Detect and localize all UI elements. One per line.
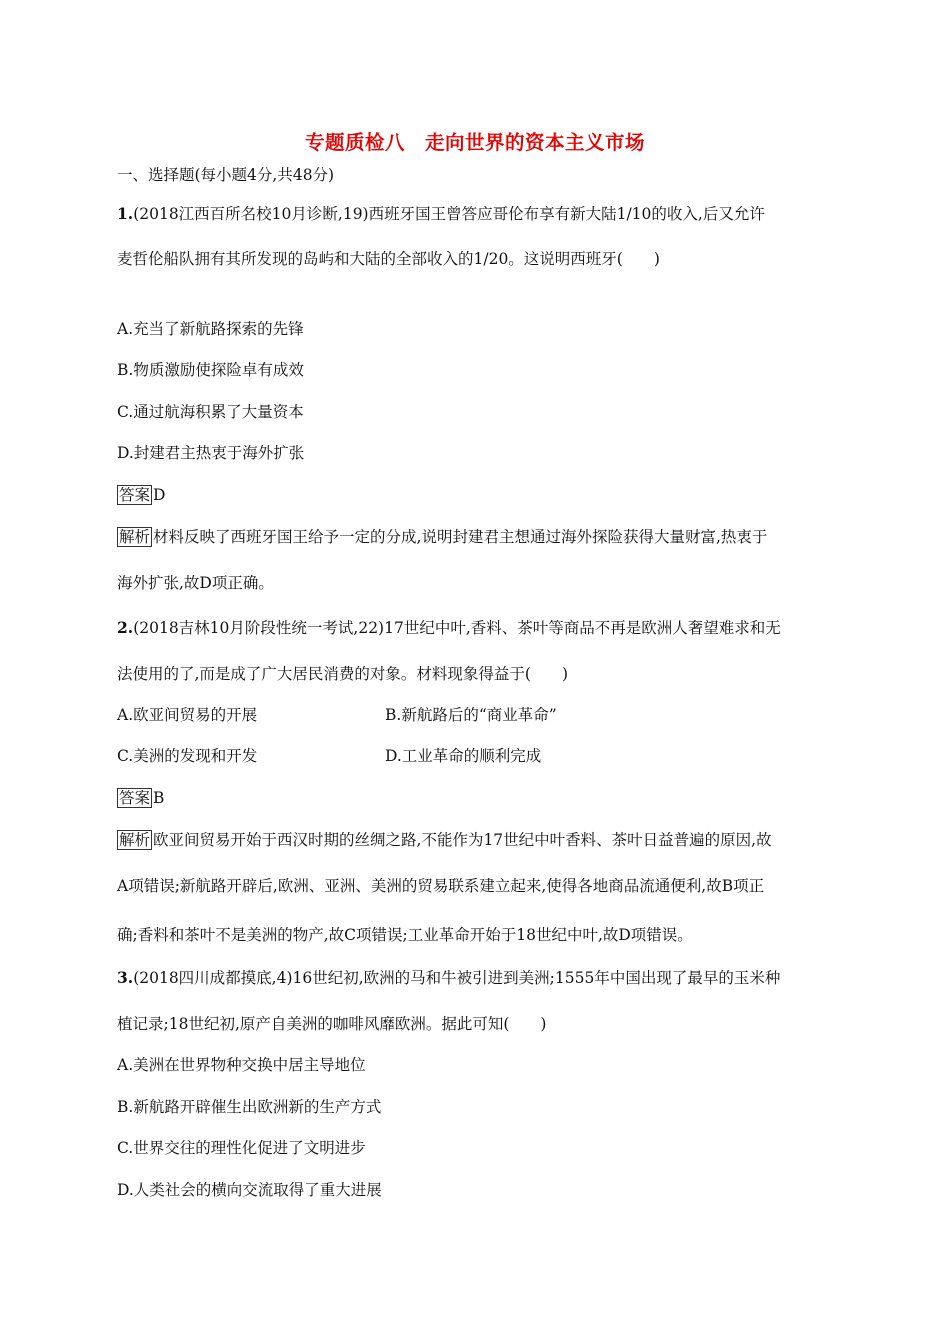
question-1-option-c: C.通过航海积累了大量资本 bbox=[117, 403, 304, 421]
question-3-option-d: D.人类社会的横向交流取得了重大进展 bbox=[117, 1181, 382, 1199]
question-3-stem-line-2: 植记录;18世纪初,原产自美洲的咖啡风靡欧洲。据此可知( ) bbox=[117, 1015, 547, 1033]
question-2-answer bbox=[117, 787, 164, 809]
analysis-tag: 解析 bbox=[119, 831, 151, 849]
question-3-option-c: C.世界交往的理性化促进了文明进步 bbox=[117, 1139, 366, 1157]
question-3-option-a: A.美洲在世界物种交换中居主导地位 bbox=[117, 1056, 366, 1074]
answer-tag: 答案 bbox=[119, 789, 151, 807]
question-2-options-row-1 bbox=[117, 704, 257, 726]
analysis-text: 欧亚间贸易开始于西汉时期的丝绸之路,不能作为17世纪中叶香料、茶叶日益普遍的原因,故 bbox=[153, 831, 772, 849]
question-number: 3. bbox=[117, 968, 134, 987]
question-text: (2018四川成都摸底,4)16世纪初,欧洲的马和牛被引进到美洲;1555年中国出现了最早的玉米种 bbox=[133, 969, 781, 987]
question-1-analysis-line-2: 海外扩张,故D项正确。 bbox=[117, 574, 274, 592]
question-text: (2018吉林10月阶段性统一考试,22)17世纪中叶,香料、茶叶等商品不再是欧洲人奢望难求和无 bbox=[133, 619, 781, 637]
question-1-answer bbox=[117, 484, 165, 506]
question-1-analysis-line-1 bbox=[117, 526, 767, 548]
question-2-stem-line-1 bbox=[117, 617, 781, 639]
question-1-option-a: A.充当了新航路探索的先锋 bbox=[117, 320, 304, 338]
question-number: 2. bbox=[117, 618, 134, 637]
question-2-option-c: C.美洲的发现和开发 bbox=[117, 747, 258, 765]
answer-value: B bbox=[153, 789, 165, 807]
question-1-stem-line-1 bbox=[117, 203, 765, 225]
question-2-option-b: B.新航路后的“商业革命” bbox=[385, 706, 557, 724]
answer-value: D bbox=[153, 486, 166, 504]
question-2-analysis-line-1 bbox=[117, 829, 772, 851]
question-2-analysis-line-2: A项错误;新航路开辟后,欧洲、亚洲、美洲的贸易联系建立起来,使得各地商品流通便利,故B项正 bbox=[117, 877, 765, 895]
question-1-option-d: D.封建君主热衷于海外扩张 bbox=[117, 444, 305, 462]
page-title: 专题质检八 走向世界的资本主义市场 bbox=[304, 131, 645, 154]
question-text: (2018江西百所名校10月诊断,19)西班牙国王曾答应哥伦布享有新大陆1/10的收入,后又允许 bbox=[133, 205, 765, 223]
question-2-option-a: A.欧亚间贸易的开展 bbox=[117, 706, 258, 724]
question-1-option-b: B.物质激励使探险卓有成效 bbox=[117, 361, 304, 379]
question-2-analysis-line-3: 确;香料和茶叶不是美洲的物产,故C项错误;工业革命开始于18世纪中叶,故D项错误。 bbox=[117, 926, 693, 944]
analysis-text: 材料反映了西班牙国王给予一定的分成,说明封建君主想通过海外探险获得大量财富,热衷于 bbox=[153, 528, 768, 546]
answer-tag: 答案 bbox=[119, 486, 151, 504]
section-heading: 一、选择题(每小题4分,共48分) bbox=[117, 166, 335, 184]
question-2-options-row-2 bbox=[117, 745, 257, 767]
question-3-stem-line-1 bbox=[117, 967, 780, 989]
question-2-option-d: D.工业革命的顺利完成 bbox=[385, 747, 542, 765]
question-2-stem-line-2: 法使用的了,而是成了广大居民消费的对象。材料现象得益于( ) bbox=[117, 665, 569, 683]
question-1-stem-line-2: 麦哲伦船队拥有其所发现的岛屿和大陆的全部收入的1/20。这说明西班牙( ) bbox=[117, 250, 660, 268]
analysis-tag: 解析 bbox=[119, 528, 151, 546]
question-3-option-b: B.新航路开辟催生出欧洲新的生产方式 bbox=[117, 1098, 382, 1116]
question-number: 1. bbox=[117, 204, 134, 223]
